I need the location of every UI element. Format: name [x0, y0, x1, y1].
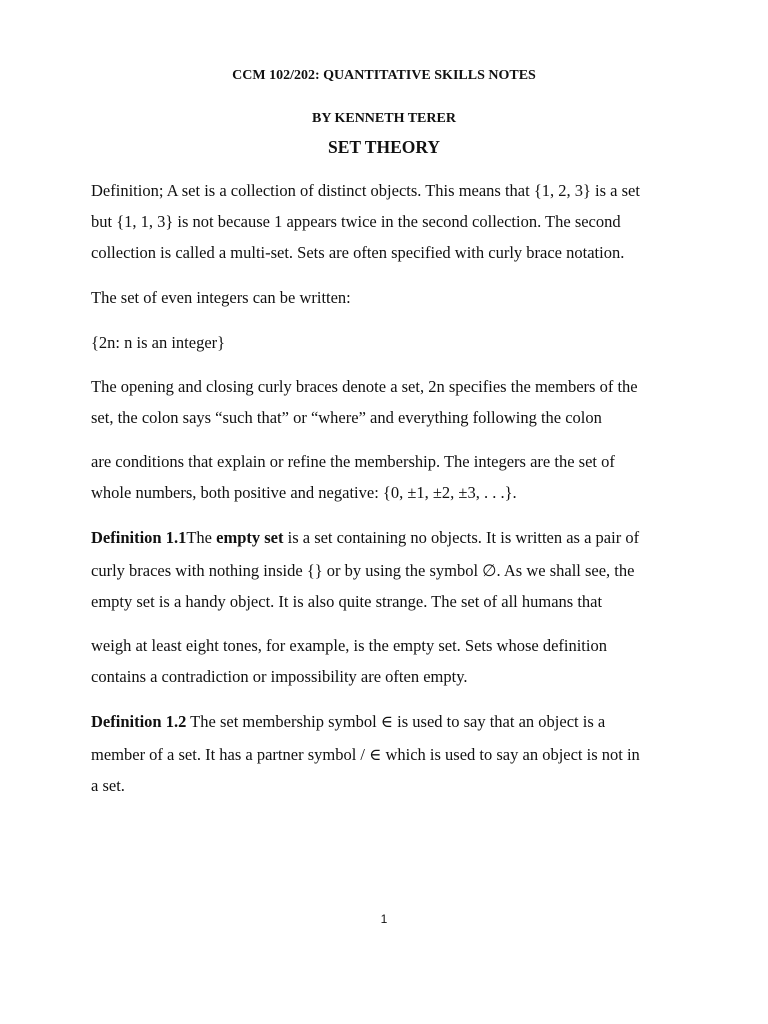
paragraph-line: The opening and closing curly braces denote a set, 2n specifies the members of the: [91, 377, 638, 396]
section-title: SET THEORY: [327, 137, 441, 157]
paragraph-line: contains a contradiction or impossibility are often empty.: [91, 667, 468, 686]
definition-label: Definition 1.1: [91, 528, 187, 547]
definition-1-1-line: [91, 528, 639, 548]
definition-text: is a set containing no objects. It is written as a pair of: [283, 528, 640, 547]
page-number: 1: [380, 912, 388, 926]
paragraph-line: whole numbers, both positive and negative: {0, ±1, ±2, ±3, . . .}.: [91, 483, 517, 502]
paragraph-line: collection is called a multi-set. Sets are often specified with curly brace notation.: [91, 243, 625, 262]
paragraph-line: curly braces with nothing inside {} or by using the symbol ∅. As we shall see, the: [91, 561, 635, 580]
definition-text: The set membership symbol ∈ is used to say that an object is a: [186, 712, 606, 731]
set-notation-example: {2n: n is an integer}: [91, 333, 226, 352]
paragraph-line: empty set is a handy object. It is also quite strange. The set of all humans that: [91, 592, 603, 611]
definition-text: The: [186, 528, 217, 547]
definition-1-2-line: [91, 712, 605, 732]
paragraph-line: weigh at least eight tones, for example, is the empty set. Sets whose definition: [91, 636, 607, 655]
paragraph-line: member of a set. It has a partner symbol / ∈ which is used to say an object is not in: [91, 745, 640, 764]
paragraph-line: Definition; A set is a collection of distinct objects. This means that {1, 2, 3} is a set: [91, 181, 640, 200]
course-title: CCM 102/202: QUANTITATIVE SKILLS NOTES: [232, 68, 536, 83]
paragraph-line: a set.: [91, 776, 125, 795]
definition-label: Definition 1.2: [91, 712, 187, 731]
paragraph-line: but {1, 1, 3} is not because 1 appears twice in the second collection. The second: [91, 212, 621, 231]
author-line: BY KENNETH TERER: [312, 111, 456, 126]
paragraph-line: The set of even integers can be written:: [91, 288, 351, 307]
paragraph-line: set, the colon says “such that” or “where” and everything following the colon: [91, 408, 602, 427]
defined-term: empty set: [216, 528, 284, 547]
paragraph-line: are conditions that explain or refine the membership. The integers are the set of: [91, 452, 615, 471]
